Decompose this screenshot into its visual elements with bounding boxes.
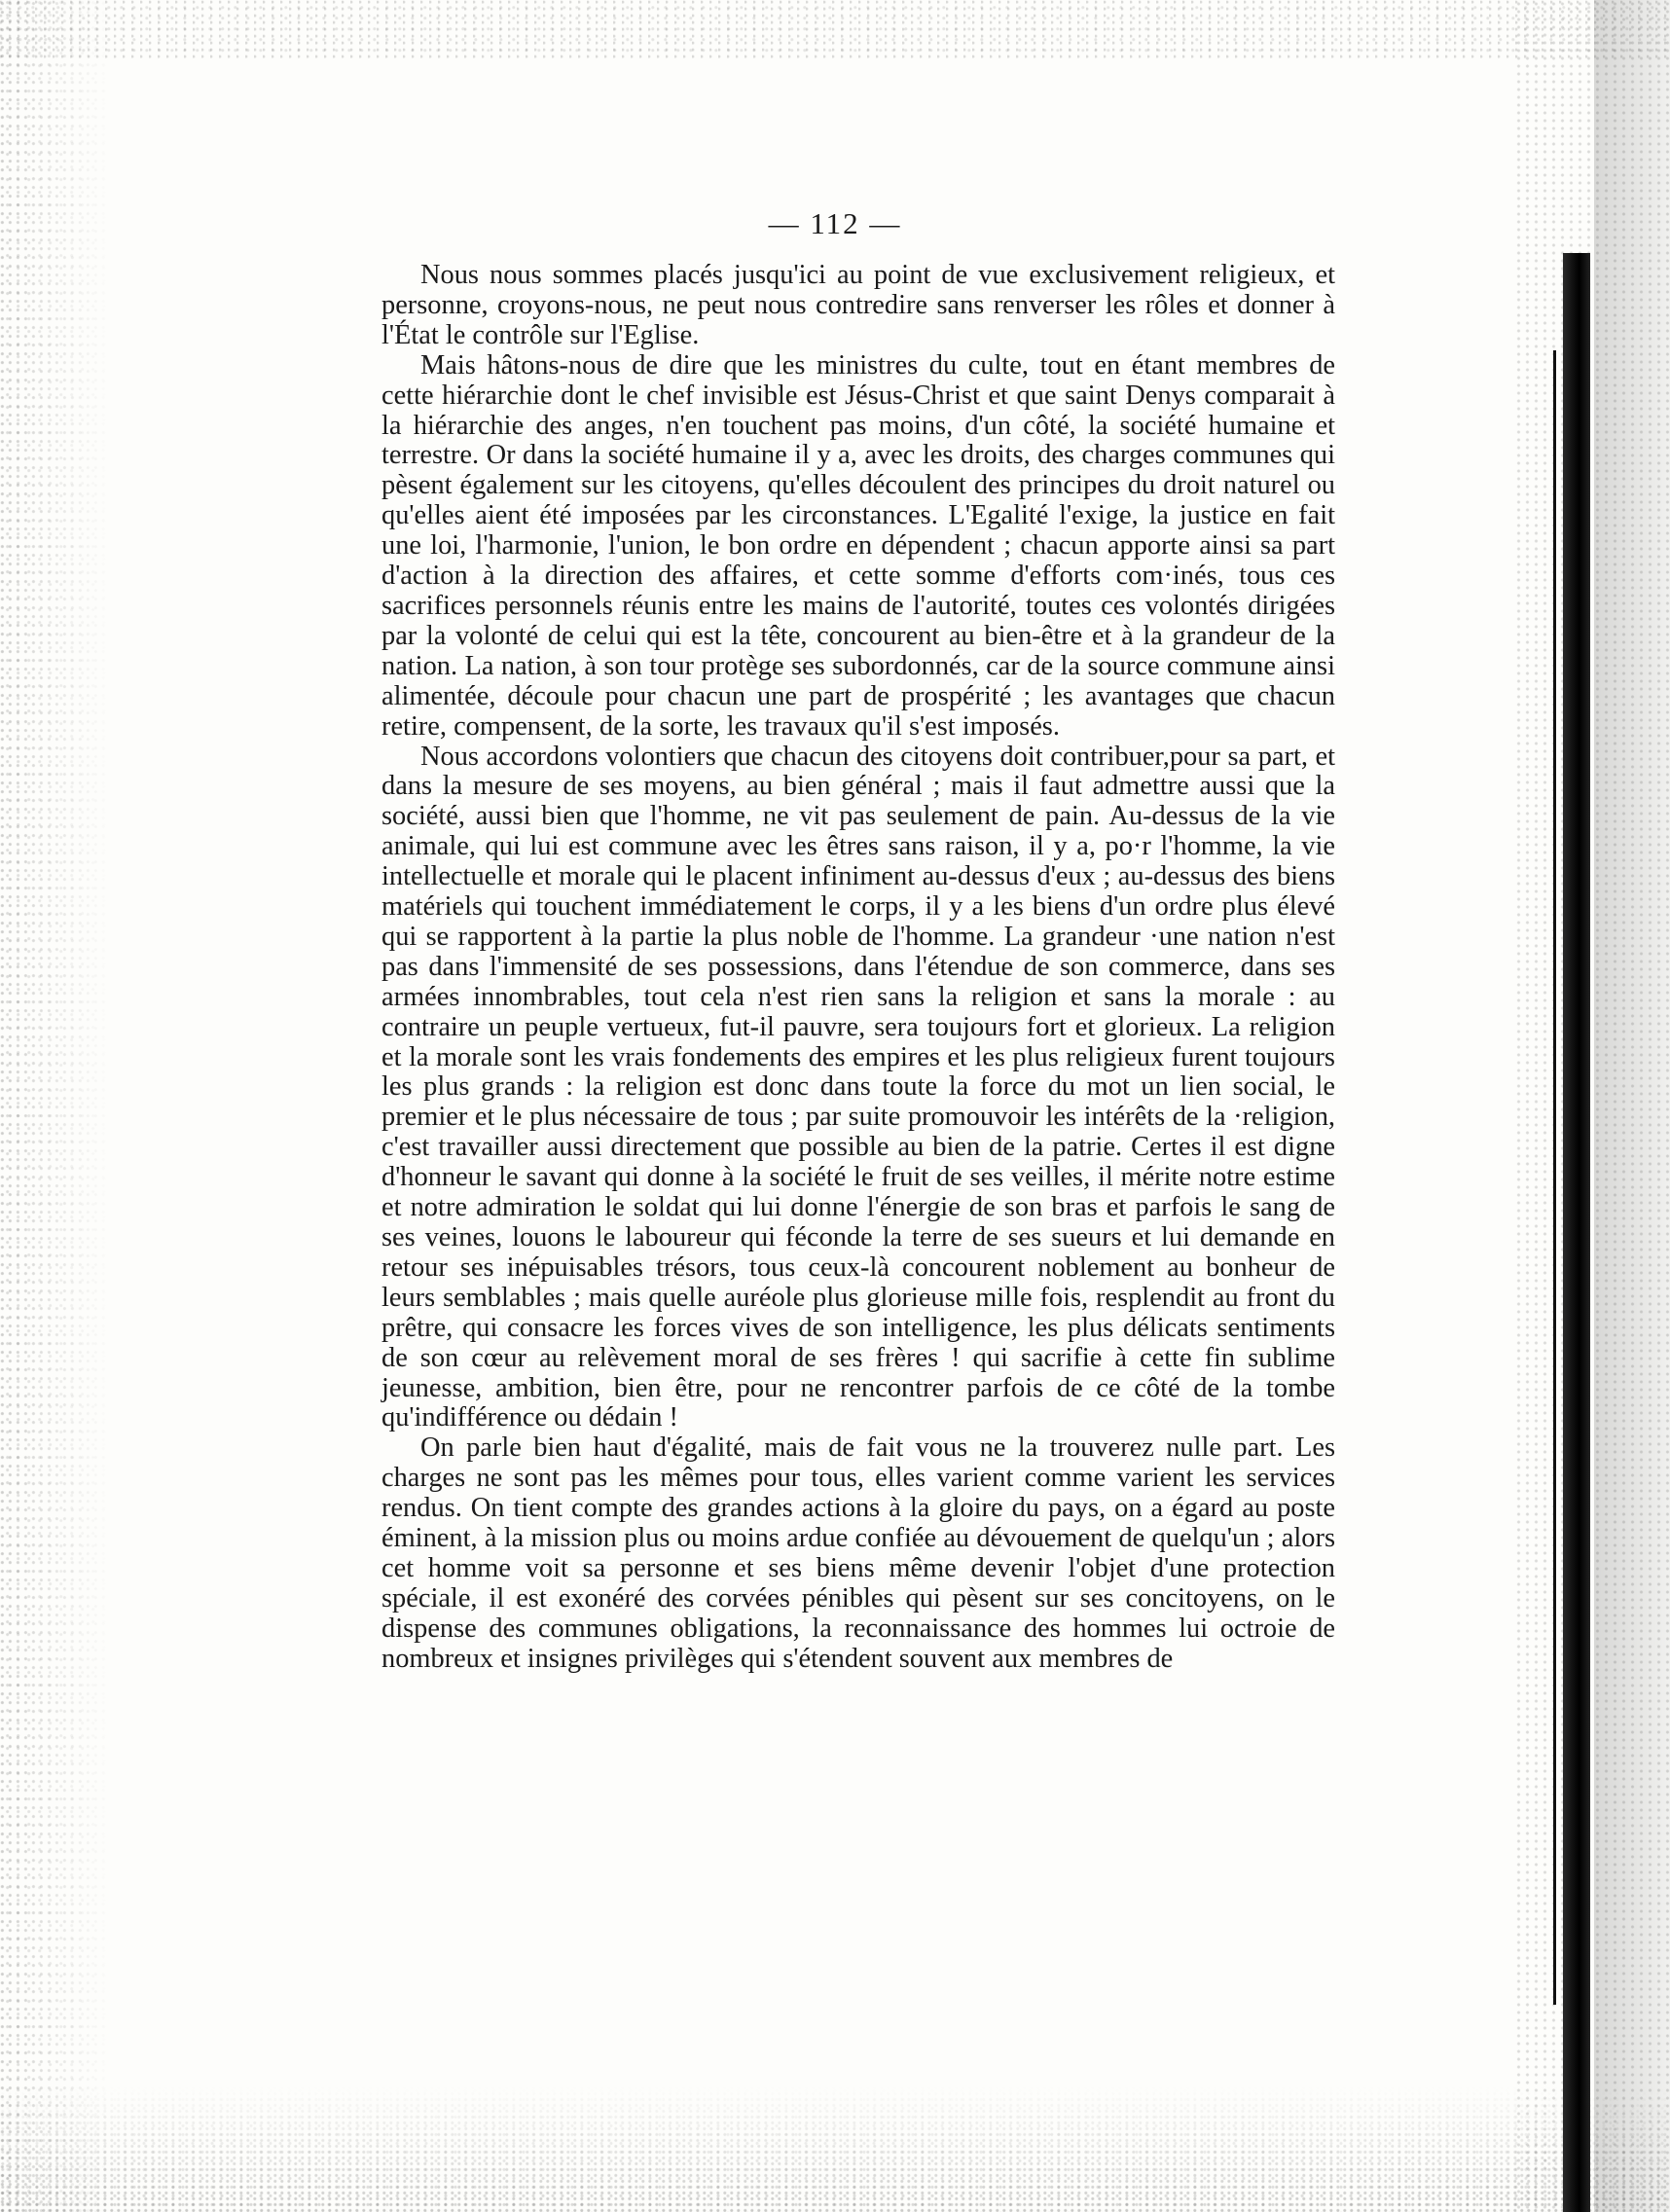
scan-noise-bottom	[0, 2085, 1670, 2212]
scan-noise-top	[0, 0, 1670, 58]
paragraph: Mais hâtons-nous de dire que les ministres du culte, tout en étant membres de cette hiérarchie dont le chef invisible est Jésus-Christ et que saint Denys comparait à la hiérarchie des anges, n'en touchent pas moins, d'un côté, la société humaine et terrestre. Or dans la société humaine il y a, avec les droits, des charges communes qui pèsent également sur les citoyens, qu'elles découlent des principes du droit naturel ou qu'elles aient été imposées par les circonstances. L'Egalité l'exige, la justice en fait une loi, l'harmonie, l'union, le bon ordre en dépendent ; chacun apporte ainsi sa part d'action à la direction des affaires, et cette somme d'efforts com·inés, tous ces sacrifices personnels réunis entre les mains de l'autorité, toutes ces volontés dirigées par la volonté de celui qui est la tête, concourent au bien-être et à la grandeur de la nation. La nation, à son tour protège ses subordonnés, car de la source commune ainsi alimentée, découle pour chacun une part de prospérité ; les avantages que chacun retire, compensent, de la sorte, les travaux qu'il s'est imposés.	[381, 349, 1335, 742]
body-text	[381, 261, 1335, 1675]
paragraph: Nous accordons volontiers que chacun des citoyens doit contribuer,pour sa part, et dans la mesure de ses moyens, au bien général ; mais il faut admettre aussi que la société, aussi bien que l'homme, ne vit pas seulement de pain. Au-dessus de la vie animale, qui lui est commune avec les êtres sans raison, il y a, po·r l'homme, la vie intellectuelle et morale qui le placent infiniment au-dessus d'eux ; au-dessus des biens matériels qui touchent immédiatement le corps, il y a les biens d'un ordre plus élevé qui se rapportent à la partie la plus noble de l'homme. La grandeur ·une nation n'est pas dans l'immensité de ses possessions, dans l'étendue de son commerce, dans ses armées innombrables, tout cela n'est rien sans la religion et sans la morale : au contraire un peuple vertueux, fut-il pauvre, sera toujours fort et glorieux. La religion et la morale sont les vrais fondements des empires et les plus religieux furent toujours les plus grands : la religion est donc dans toute la force du mot un lien social, le premier et le plus nécessaire de tous ; par suite promouvoir les intérêts de la ·religion, c'est travailler aussi directement que possible au bien de la patrie. Certes il est digne d'honneur le savant qui donne à la société le fruit de ses veilles, il mérite notre estime et notre admiration le soldat qui lui donne l'énergie de son bras et parfois le sang de ses veines, louons le laboureur qui féconde la terre de ses sueurs et lui demande en retour ses inépuisables trésors, tous ceux-là concourent noblement au bonheur de leurs semblables ; mais quelle auréole plus glorieuse mille fois, resplendit au front du prêtre, qui consacre les forces vives de son intelligence, les plus délicats sentiments de son cœur au relèvement moral de ses frères ! qui sacrifie à cette fin sublime jeunesse, ambition, bien être, pour ne rencontrer parfois de ce côté de la tombe qu'indifférence ou dédain !	[381, 741, 1335, 1433]
paragraph: Nous nous sommes placés jusqu'ici au point de vue exclusivement religieux, et personne, croyons-nous, ne peut nous contredire sans renverser les rôles et donner à l'État le contrôle sur l'Eglise.	[381, 260, 1335, 350]
scan-noise-left	[0, 0, 112, 2212]
page-number: — 112 —	[768, 206, 902, 240]
book-spine-edge	[1543, 0, 1670, 2212]
paragraph: On parle bien haut d'égalité, mais de fait vous ne la trouverez nulle part. Les charges ne sont pas les mêmes pour tous, elles varient comme varient les services rendus. On tient compte des grandes actions à la gloire du pays, on a égard au poste éminent, à la mission plus ou moins ardue confiée au dévouement de quelqu'un ; alors cet homme voit sa personne et ses biens même devenir l'objet d'une protection spéciale, il est exonéré des corvées pénibles qui pèsent sur ses concitoyens, on le dispense des communes obligations, la reconnaissance des hommes lui octroie de nombreux et insignes privilèges qui s'étendent souvent aux membres de	[381, 1432, 1335, 1674]
